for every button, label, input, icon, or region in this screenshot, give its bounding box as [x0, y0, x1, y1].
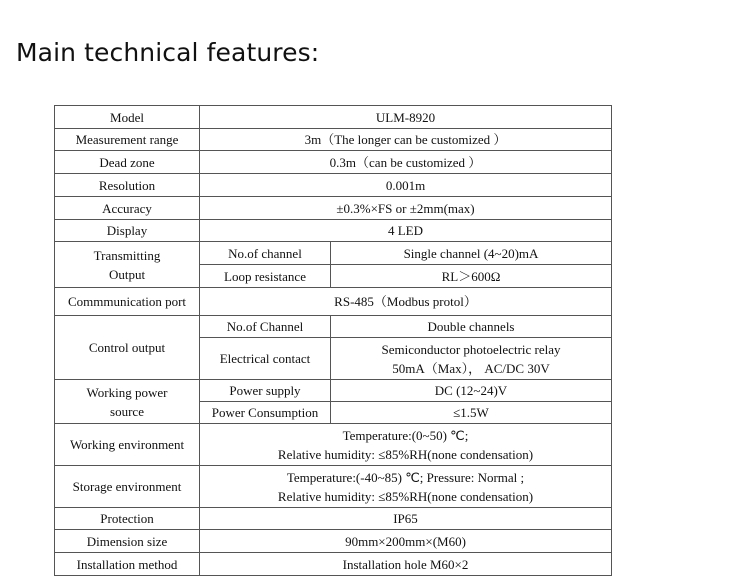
- value-line: Relative humidity: ≤85%RH(none condensation): [277, 488, 534, 504]
- row-value: 0.001m: [200, 174, 612, 197]
- row-value: 90mm×200mm×(M60): [200, 530, 612, 553]
- row-label: Control output: [55, 316, 200, 380]
- table-row-deadzone: [55, 151, 612, 174]
- value-line: Semiconductor photoelectric relay: [381, 341, 561, 357]
- sub-label: Electrical contact: [200, 338, 331, 380]
- table-row-communication: [55, 288, 612, 316]
- label-line: source: [110, 403, 144, 419]
- table-row-power: [55, 380, 612, 402]
- sub-label: Power Consumption: [200, 402, 331, 424]
- table-row-control: [55, 316, 612, 338]
- table-row-accuracy: [55, 197, 612, 220]
- value-line: Temperature:(-40~85) ℃; Pressure: Normal ;: [286, 469, 525, 485]
- value-line: Relative humidity: ≤85%RH(none condensation): [277, 446, 534, 462]
- sub-value: RL＞600Ω: [331, 265, 612, 288]
- row-label: Measurement range: [55, 129, 200, 151]
- table-row-range: [55, 129, 612, 151]
- row-label: Dimension size: [55, 530, 200, 553]
- row-value: Installation hole M60×2: [200, 553, 612, 576]
- row-value: 3m（The longer can be customized ）: [200, 129, 612, 151]
- table-row-protection: [55, 508, 612, 530]
- row-label: Resolution: [55, 174, 200, 197]
- table-row-resolution: [55, 174, 612, 197]
- row-value: 4 LED: [200, 220, 612, 242]
- row-label: Working environment: [55, 424, 200, 466]
- value-line: 50mA（Max）， AC/DC 30V: [392, 360, 550, 376]
- sub-value: [331, 338, 612, 380]
- sub-value: ≤1.5W: [331, 402, 612, 424]
- row-label: Commmunication port: [55, 288, 200, 316]
- row-value: 0.3m（can be customized ）: [200, 151, 612, 174]
- sub-label: Power supply: [200, 380, 331, 402]
- row-label: Storage environment: [55, 466, 200, 508]
- row-value: RS-485（Modbus protol）: [200, 288, 612, 316]
- page-title: Main technical features:: [16, 38, 320, 67]
- row-label: Display: [55, 220, 200, 242]
- row-label: Accuracy: [55, 197, 200, 220]
- table-row-storage-env: [55, 466, 612, 508]
- table-row-transmitting: [55, 242, 612, 265]
- row-label: Installation method: [55, 553, 200, 576]
- row-value: ULM-8920: [200, 106, 612, 129]
- table-row-model: [55, 106, 612, 129]
- row-label: Protection: [55, 508, 200, 530]
- row-value: [200, 466, 612, 508]
- sub-value: Single channel (4~20)mA: [331, 242, 612, 265]
- row-value: [200, 424, 612, 466]
- row-label: Model: [55, 106, 200, 129]
- table-row-work-env: [55, 424, 612, 466]
- sub-label: No.of Channel: [200, 316, 331, 338]
- sub-value: Double channels: [331, 316, 612, 338]
- sub-value: DC (12~24)V: [331, 380, 612, 402]
- table-row-dimension: [55, 530, 612, 553]
- spec-table: [54, 105, 612, 576]
- table-row-display: [55, 220, 612, 242]
- row-label: [55, 242, 200, 288]
- label-line: Transmitting: [93, 247, 161, 263]
- table-row-installation: [55, 553, 612, 576]
- row-value: IP65: [200, 508, 612, 530]
- sub-label: Loop resistance: [200, 265, 331, 288]
- row-label: Dead zone: [55, 151, 200, 174]
- label-line: Output: [108, 266, 146, 282]
- label-line: Working power: [86, 384, 168, 400]
- sub-label: No.of channel: [200, 242, 331, 265]
- row-label: [55, 380, 200, 424]
- row-value: ±0.3%×FS or ±2mm(max): [200, 197, 612, 220]
- value-line: Temperature:(0~50) ℃;: [342, 427, 469, 443]
